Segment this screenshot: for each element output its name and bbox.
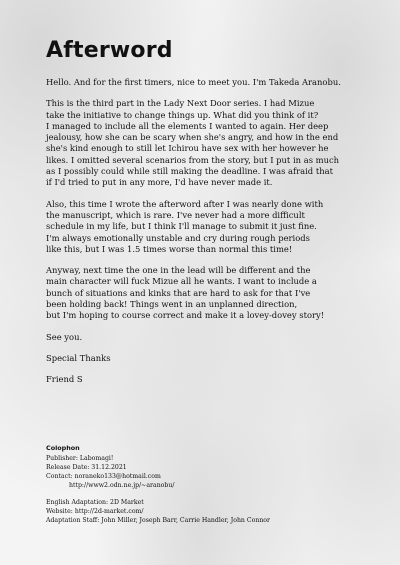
page-title: Afterword — [46, 38, 173, 63]
colophon-english-adaptation: English Adaptation: 2D Market — [46, 499, 144, 506]
paragraph-friend: Friend S — [46, 374, 83, 385]
colophon-spacer — [46, 490, 376, 498]
colophon-release-date: Release Date: 31.12.2021 — [46, 464, 127, 471]
afterword-section — [46, 38, 376, 396]
colophon — [46, 444, 376, 525]
colophon-contact: Contact: noraneko133@hotmail.com — [46, 473, 161, 480]
paragraph-schedule: Also, this time I wrote the afterword after I was nearly done with the manuscript, which is rare. I've never had a more difficult schedule in my life, but I think I'll manage to submit it just fine. I'm always emotionally unstable and cry during rough periods like this, but I was 1.5 times worse than normal this time! — [46, 198, 324, 254]
colophon-website: Website: http://2d-market.com/ — [46, 508, 144, 515]
colophon-publisher: Publisher: Labomagi! — [46, 455, 114, 462]
paragraph-next-time: Anyway, next time the one in the lead will be different and the main character will fuck Mizue all he wants. I want to include a bunch of situations and kinks that are hard to ask for that I've been holding back! Things went in an unplanned direction, but I'm hoping to course correct and make it a lovey-dovey story! — [46, 265, 325, 321]
paragraph-greeting: Hello. And for the first timers, nice to meet you. I'm Takeda Aranobu. — [46, 77, 341, 87]
colophon-heading: Colophon — [46, 444, 80, 452]
paragraph-story: This is the third part in the Lady Next Door series. I had Mizue take the initiative to change things up. What did you think of it? I managed to include all the elements I wanted to again. Her deep jealousy, how she can be scary when she's angry, and how in the end she's kind enough to still let Ichirou have sex with her however he likes. I omitted several scenarios from the story, but I put in as much as I possibly could while still making the deadline. I was afraid that if I'd tried to put in any more, I'd have never made it. — [46, 98, 340, 188]
paragraph-farewell: See you. — [46, 331, 83, 342]
paragraph-special-thanks: Special Thanks — [46, 352, 111, 363]
colophon-contact-url[interactable]: http://www2.odn.ne.jp/~aranobu/ — [69, 482, 175, 489]
colophon-staff: Adaptation Staff: John Miller, Joseph Barr, Carrie Handler, John Connor — [46, 517, 270, 524]
